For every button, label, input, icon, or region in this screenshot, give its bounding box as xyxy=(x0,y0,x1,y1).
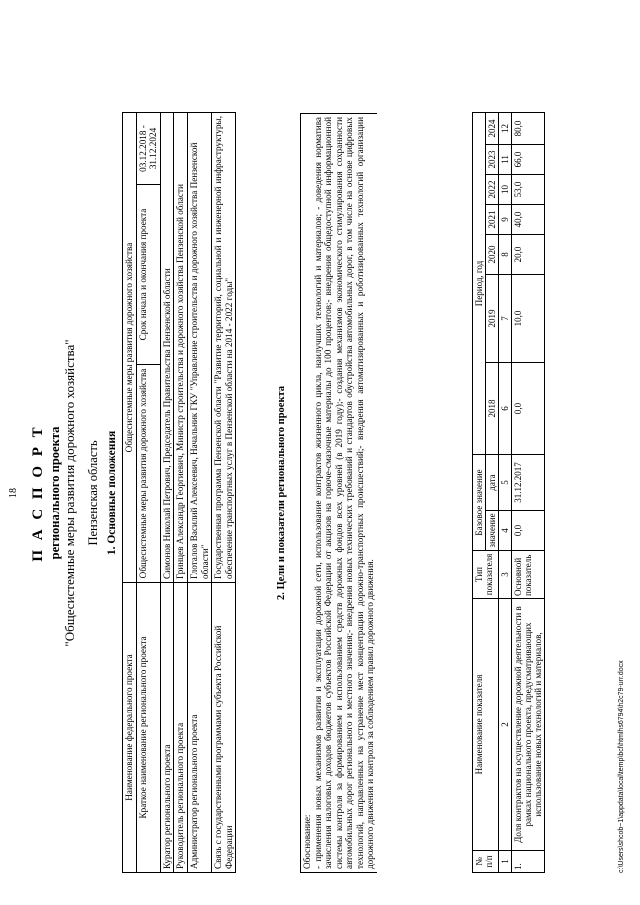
fed-project-label: Наименование федерального проекта xyxy=(123,583,137,873)
table-row xyxy=(123,112,137,872)
program-link-value: Государственная программа Пензенской области "Развитие территорий, социальной и инженерной инфраструктуры, обеспечение транспортных услуг в Пензенской области на 2014 - 2022 годы" xyxy=(212,112,236,582)
col-header-name: Наименование показателя xyxy=(473,599,499,851)
year-2024: 2024 xyxy=(486,113,499,145)
justification-text: Обоснование: - применения новых механизмов развития и эксплуатации дорожной сети, использование контрактов жизненного цикла, наилучших технологий и материалов; - доведения норматива зачисления налоговых доходов бюджетов субъектов Российской Федерации от акцизов на горюче-смазочные материалы до 100 процентов;- внедрения общедоступной информационной системы контроля за формированием и использованием средств дорожных фондов всех уровней (в 2019 году);- создания механизмов экономического стимулирования сохранности автомобильных дорог регионального и местного значения;- внедрения новых технических требований и стандартов обустройства автомобильных дорог, в том числе на основе цифровых технологий, направленных на устранение мест концентрации дорожно-транспортных происшествий;- внедрения автоматизированных и роботизированных технологий организации дорожного движения и контроля за соблюдением правил дорожного движения. xyxy=(300,113,377,873)
table-row xyxy=(174,112,188,872)
table-row xyxy=(136,112,160,872)
col-number: 2 xyxy=(499,599,512,851)
leader-value: Гринцев Александр Георгиевич, Министр строительства и дорожного хозяйства Пензенской области xyxy=(174,112,188,582)
col-number: 10 xyxy=(499,175,512,205)
col-number: 8 xyxy=(499,235,512,275)
curator-label: Куратор регионального проекта xyxy=(160,583,174,873)
col-number: 6 xyxy=(499,363,512,455)
base-date: 31.12.2017 xyxy=(512,455,545,511)
term-label: Срок начала и окончания проекта xyxy=(136,185,160,365)
table-row xyxy=(212,112,236,872)
document-subtitle: регионального проекта xyxy=(48,426,62,560)
col-header-period: Период, год xyxy=(473,113,486,455)
indicators-table xyxy=(472,112,545,873)
short-name-label: Краткое наименование регионального проекта xyxy=(136,583,160,873)
table-row xyxy=(187,112,211,872)
document-title: П А С П О Р Т xyxy=(30,424,46,562)
admin-label: Администратор регионального проекта xyxy=(187,583,211,873)
value-2022: 53,0 xyxy=(512,175,545,205)
value-2023: 66,0 xyxy=(512,145,545,175)
short-name-value: Общесистемные меры развития дорожного хозяйства xyxy=(136,365,160,583)
leader-label: Руководитель регионального проекта xyxy=(174,583,188,873)
table-row xyxy=(512,113,545,873)
page-number: 18 xyxy=(8,488,19,498)
col-number: 3 xyxy=(499,551,512,599)
col-number: 1 xyxy=(499,851,512,873)
col-number: 11 xyxy=(499,145,512,175)
col-header-type: Тип показателя xyxy=(473,551,499,599)
project-name: "Общесистемные меры развития дорожного хозяйства" xyxy=(62,339,77,647)
document-sheet xyxy=(0,113,640,873)
year-2019: 2019 xyxy=(486,275,499,363)
indicator-name: Доля контрактов на осуществление дорожной деятельности в рамках национального проекта, предусматривающих использование новых технологий и материалов, xyxy=(512,599,545,851)
year-2020: 2020 xyxy=(486,235,499,275)
curator-value: Симонов Николай Петрович, Председатель Правительства Пензенской области xyxy=(160,112,174,582)
col-number: 4 xyxy=(499,511,512,551)
col-number: 9 xyxy=(499,205,512,235)
base-value: 0,0 xyxy=(512,511,545,551)
value-2021: 40,0 xyxy=(512,205,545,235)
col-number: 5 xyxy=(499,455,512,511)
col-header-base-value: значение xyxy=(486,511,499,551)
fed-project-value: Общесистемные меры развития дорожного хозяйства xyxy=(123,112,137,582)
value-2019: 10,0 xyxy=(512,275,545,363)
value-2024: 80,0 xyxy=(512,113,545,145)
section1-heading: 1. Основные положения xyxy=(106,430,118,556)
row-num: 1. xyxy=(512,851,545,873)
value-2020: 20,0 xyxy=(512,235,545,275)
col-number: 12 xyxy=(499,113,512,145)
program-link-label: Связь с государственными программами субъекта Российской Федерации xyxy=(212,583,236,873)
value-2018: 0,0 xyxy=(512,363,545,455)
term-value: 03.12.2018 - 31.12.2024 xyxy=(136,112,160,184)
admin-value: Глоталов Василий Алексеевич, Начальник ГКУ "Управление строительства и дорожного хозяйства Пензенской области" xyxy=(187,112,211,582)
year-2023: 2023 xyxy=(486,145,499,175)
year-2022: 2022 xyxy=(486,175,499,205)
region-name: Пензенская область xyxy=(86,440,100,546)
col-header-base: Базовое значение xyxy=(473,455,486,551)
year-2018: 2018 xyxy=(486,363,499,455)
table-header-row xyxy=(473,113,486,873)
file-path-footer: c:\Users\shcob~1\appdata\local\temp\bcl\htmlhs6794\h2c79-urr.docx xyxy=(618,660,625,873)
col-header-num: № п/п xyxy=(473,851,499,873)
year-2021: 2021 xyxy=(486,205,499,235)
col-header-base-date: дата xyxy=(486,455,499,511)
indicator-type: Основной показатель xyxy=(512,551,545,599)
main-provisions-table xyxy=(122,112,236,873)
table-number-row xyxy=(499,113,512,873)
col-number: 7 xyxy=(499,275,512,363)
section2-heading: 2. Цели и показатели регионального проекта xyxy=(276,385,287,601)
table-row xyxy=(160,112,174,872)
